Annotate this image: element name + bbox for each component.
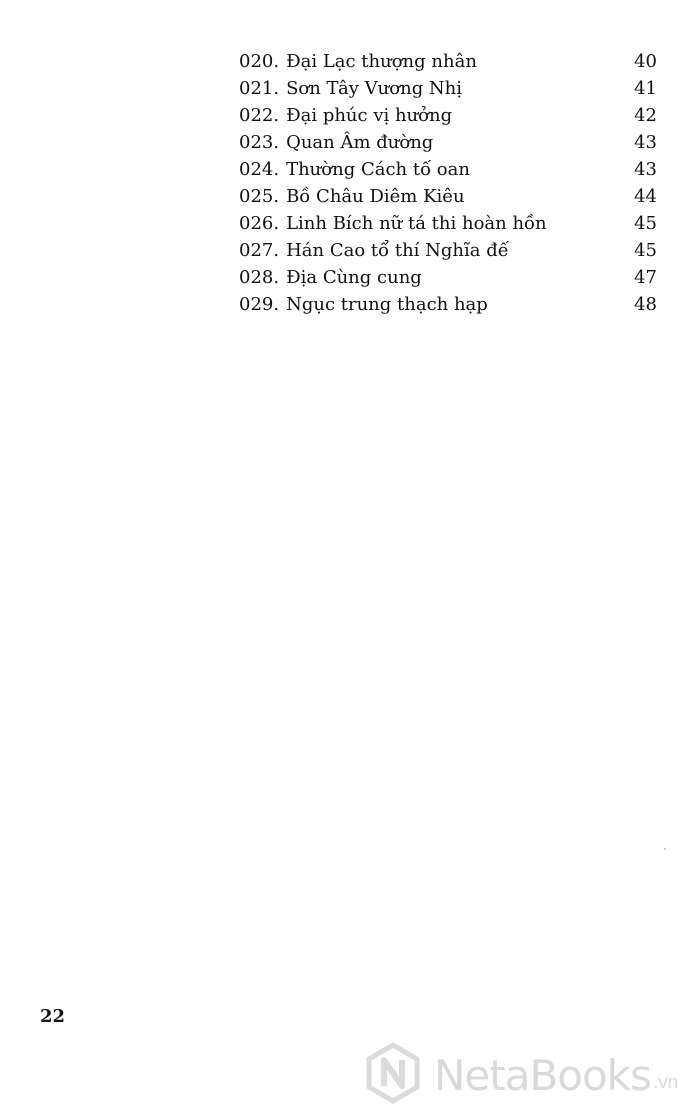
page-number: 22 (40, 1006, 66, 1027)
toc-entry-027 (239, 237, 657, 264)
toc-entry-number: 024. (239, 159, 280, 180)
toc-entry-title: Bồ Châu Diêm Kiêu (286, 186, 465, 207)
toc-entry-number: 020. (239, 51, 280, 72)
watermark (362, 1043, 692, 1107)
toc-entry-page: 40 (634, 51, 657, 72)
toc-entry-022 (239, 102, 657, 129)
toc-entry-page: 48 (634, 294, 657, 315)
toc-entry-number: 023. (239, 132, 280, 153)
toc-entry-title: Đại phúc vị hưởng (286, 105, 453, 126)
toc-entry-number: 021. (239, 78, 280, 99)
toc-entry-number: 027. (239, 240, 280, 261)
toc-entry-page: 42 (634, 105, 657, 126)
toc-entry-title: Linh Bích nữ tá thi hoàn hồn (286, 213, 547, 234)
toc-entry-page: 45 (634, 240, 657, 261)
toc-entry-020 (239, 48, 657, 75)
toc-entry-number: 026. (239, 213, 280, 234)
toc-entry-number: 029. (239, 294, 280, 315)
toc-entry-page: 41 (634, 78, 657, 99)
table-of-contents (239, 48, 657, 318)
toc-entry-title: Ngục trung thạch hạp (286, 294, 488, 315)
toc-entry-026 (239, 210, 657, 237)
toc-entry-title: Quan Âm đường (286, 132, 434, 153)
toc-entry-024 (239, 156, 657, 183)
toc-entry-title: Đại Lạc thượng nhân (286, 51, 477, 72)
toc-entry-title: Sơn Tây Vương Nhị (286, 78, 463, 99)
watermark-brand: NetaBooks (434, 1050, 651, 1100)
scan-speck (664, 848, 666, 850)
toc-entry-028 (239, 264, 657, 291)
toc-entry-029 (239, 291, 657, 318)
toc-entry-page: 45 (634, 213, 657, 234)
toc-entry-page: 43 (634, 159, 657, 180)
toc-entry-number: 025. (239, 186, 280, 207)
toc-entry-023 (239, 129, 657, 156)
netabooks-logo-icon (362, 1042, 424, 1108)
toc-entry-021 (239, 75, 657, 102)
toc-entry-page: 43 (634, 132, 657, 153)
toc-entry-title: Địa Cùng cung (286, 267, 422, 288)
toc-entry-page: 47 (634, 267, 657, 288)
toc-entry-number: 028. (239, 267, 280, 288)
toc-entry-025 (239, 183, 657, 210)
toc-entry-title: Thường Cách tố oan (286, 159, 470, 180)
toc-entry-page: 44 (634, 186, 657, 207)
toc-entry-number: 022. (239, 105, 280, 126)
watermark-suffix: .vn (652, 1072, 678, 1093)
toc-entry-title: Hán Cao tổ thí Nghĩa đế (286, 240, 509, 261)
